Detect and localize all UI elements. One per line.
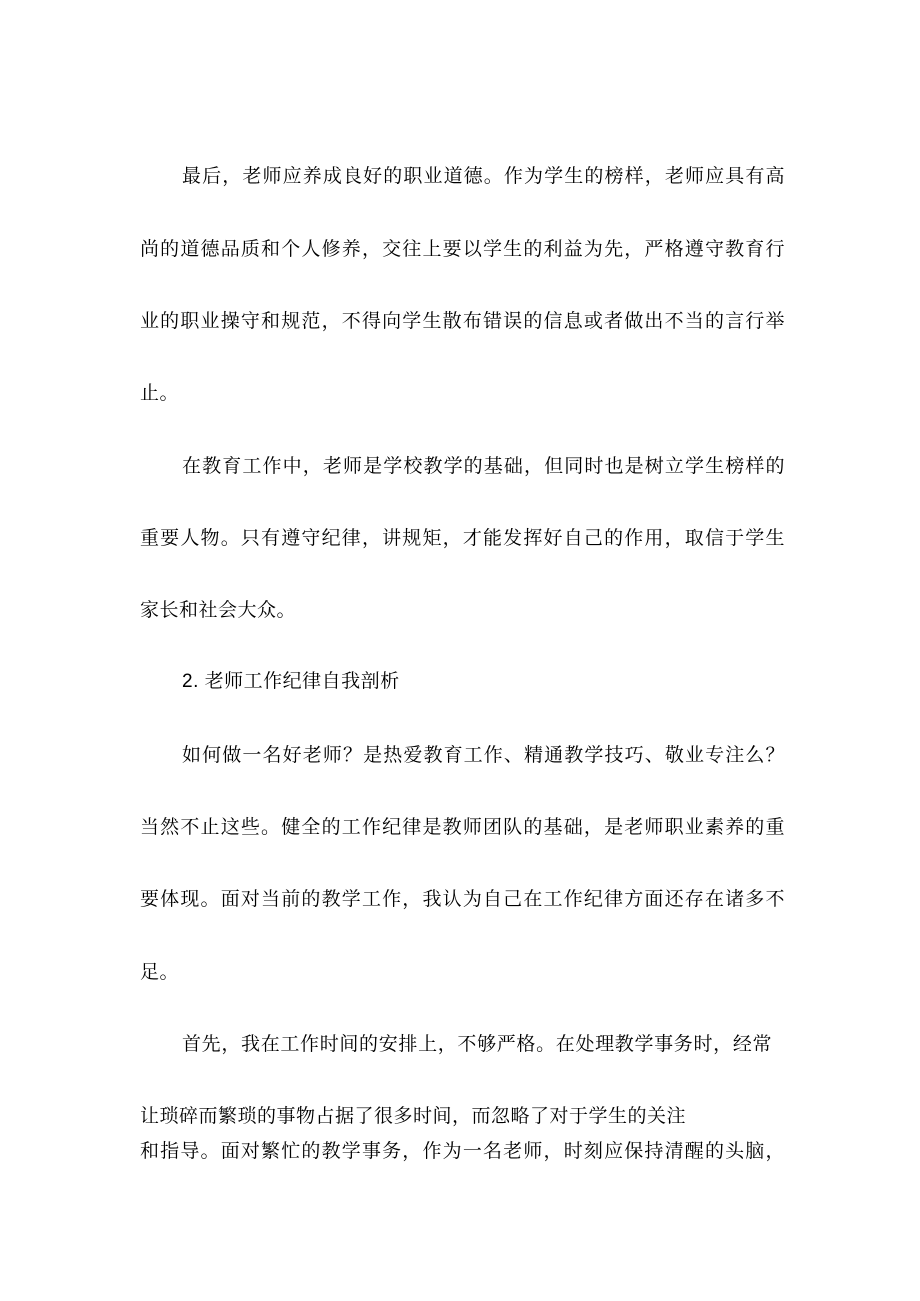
paragraph-line: 要体现。面对当前的教学工作，我认为自己在工作纪律方面还存在诸多不 — [140, 888, 785, 910]
paragraph-line: 在教育工作中，老师是学校教学的基础，但同时也是树立学生榜样的 — [182, 455, 785, 477]
paragraph-line: 足。 — [140, 961, 180, 983]
paragraph-line: 止。 — [140, 382, 180, 404]
paragraph-line: 重要人物。只有遵守纪律，讲规矩，才能发挥好自己的作用，取信于学生 — [140, 527, 785, 549]
section-heading: 2. 老师工作纪律自我剖析 — [182, 671, 400, 692]
paragraph-line: 尚的道德品质和个人修养，交往上要以学生的利益为先，严格遵守教育行 — [140, 238, 785, 260]
paragraph-line: 当然不止这些。健全的工作纪律是教师团队的基础，是老师职业素养的重 — [140, 816, 785, 838]
paragraph-line: 让琐碎而繁琐的事物占据了很多时间，而忽略了对于学生的关注 — [140, 1105, 687, 1127]
paragraph-line: 家长和社会大众。 — [140, 599, 297, 621]
paragraph-line: 如何做一名好老师？是热爱教育工作、精通教学技巧、敬业专注么？ — [182, 744, 785, 766]
paragraph-line: 最后，老师应养成良好的职业道德。作为学生的榜样，老师应具有高 — [182, 165, 785, 187]
paragraph-line: 业的职业操守和规范，不得向学生散布错误的信息或者做出不当的言行举 — [140, 310, 785, 332]
paragraph-line: 和指导。面对繁忙的教学事务，作为一名老师，时刻应保持清醒的头脑， — [140, 1140, 785, 1162]
paragraph-line: 首先，我在工作时间的安排上，不够严格。在处理教学事务时，经常 — [182, 1033, 772, 1055]
